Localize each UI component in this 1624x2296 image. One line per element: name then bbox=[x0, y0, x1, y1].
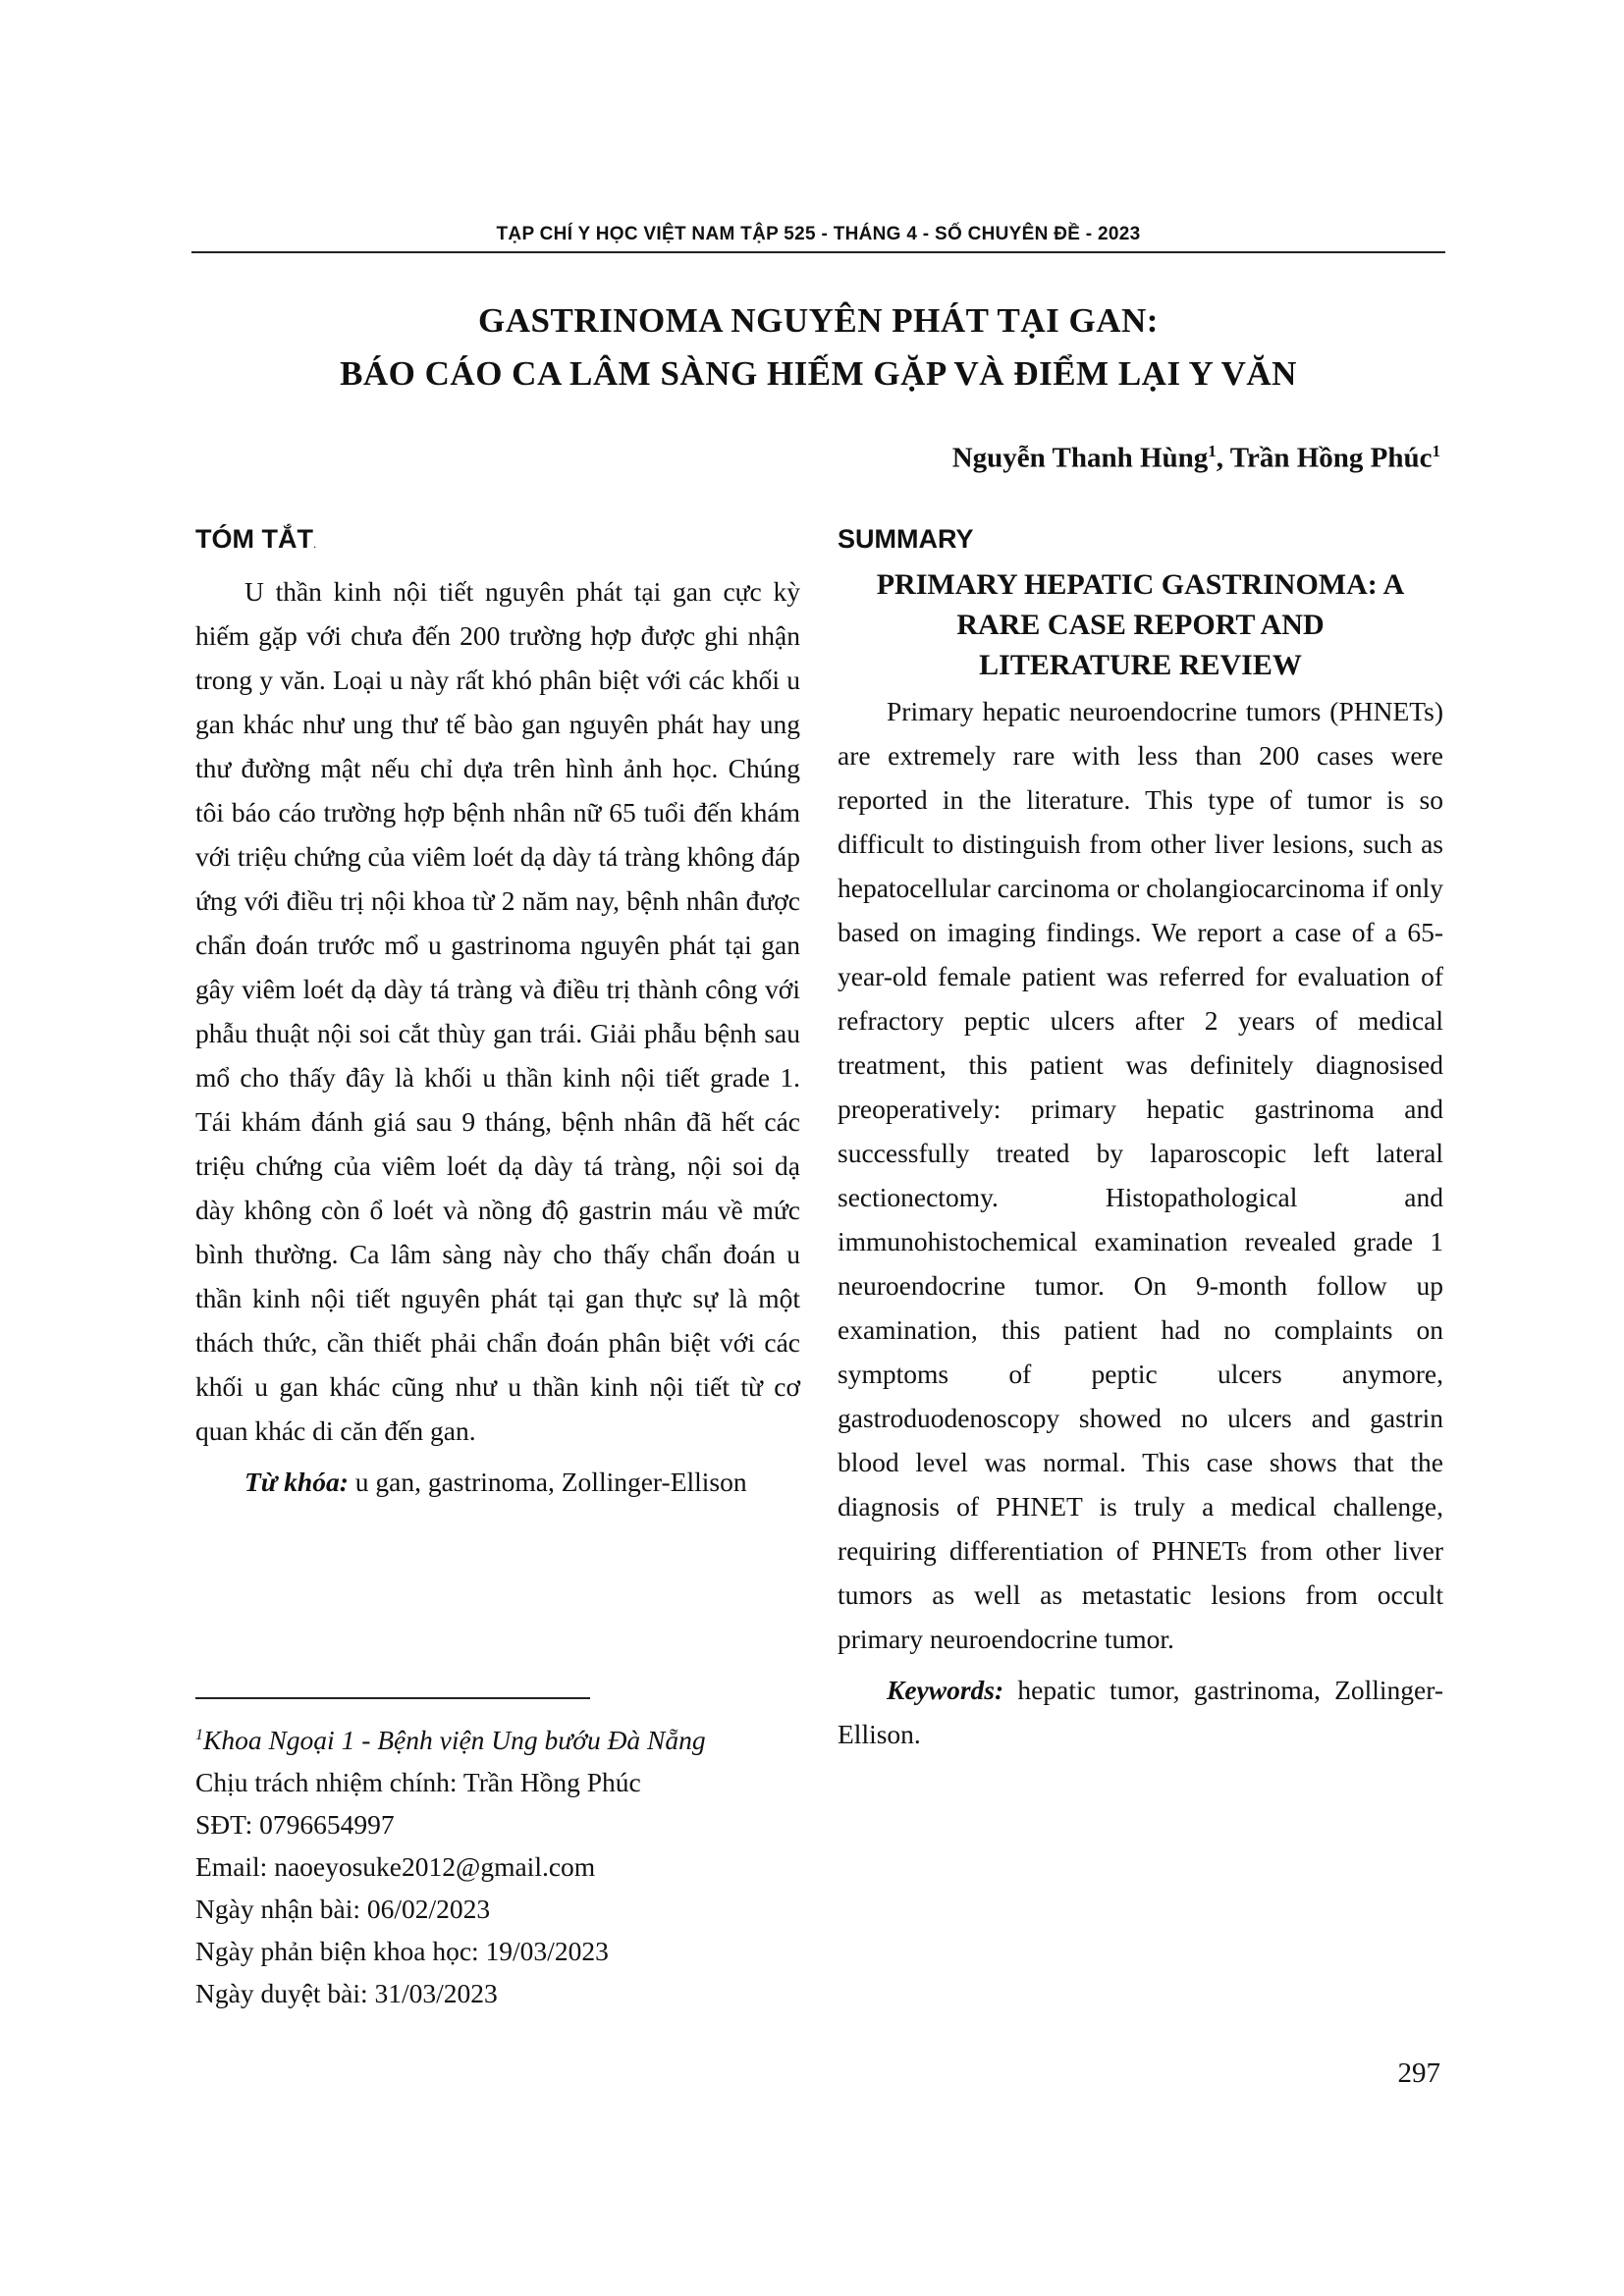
footnote-received-date: Ngày nhận bài: 06/02/2023 bbox=[195, 1894, 491, 1925]
page-number: 297 bbox=[1397, 2057, 1440, 2089]
section-heading-tom-tat bbox=[195, 520, 800, 562]
left-column-abstract-vietnamese bbox=[195, 520, 800, 1504]
footnote-reviewed-date: Ngày phản biện khoa học: 19/03/2023 bbox=[195, 1936, 609, 1967]
paper-title-vietnamese bbox=[191, 294, 1445, 400]
footnote-phone: SĐT: 0796654997 bbox=[195, 1809, 395, 1841]
keywords-label: Từ khóa: bbox=[244, 1467, 349, 1497]
paper-title-english bbox=[838, 564, 1443, 685]
footnote-email: Email: naoeyosuke2012@gmail.com bbox=[195, 1851, 596, 1883]
section-heading-summary: SUMMARY bbox=[838, 524, 974, 554]
title-en-line-2: RARE CASE REPORT AND bbox=[956, 609, 1325, 641]
title-en-line-1: PRIMARY HEPATIC GASTRINOMA: A bbox=[876, 568, 1405, 601]
keywords-label: Keywords: bbox=[887, 1675, 1004, 1705]
author-name: Trần Hồng Phúc bbox=[1229, 442, 1433, 474]
author-affiliation-mark: 1 bbox=[1432, 442, 1440, 460]
footnote-block bbox=[195, 1714, 706, 2014]
heading-text: TÓM TẮT bbox=[195, 524, 313, 554]
footnote-accepted-date: Ngày duyệt bài: 31/03/2023 bbox=[195, 1978, 498, 2009]
right-column-abstract-english bbox=[838, 520, 1443, 1756]
affiliation-text: Khoa Ngoại 1 - Bệnh viện Ung bướu Đà Nẵng bbox=[203, 1725, 706, 1756]
footnote-affiliation bbox=[195, 1714, 706, 1761]
footnote-rule bbox=[195, 1697, 590, 1699]
keywords-text: u gan, gastrinoma, Zollinger-Ellison bbox=[354, 1467, 747, 1497]
abstract-paragraph-vietnamese: U thần kinh nội tiết nguyên phát tại gan cực kỳ hiếm gặp với chưa đến 200 trường hợp được ghi nhận trong y văn. Loại u này rất khó phân biệt với các khối u gan khác như ung thư tế bào gan nguyên phát hay ung thư đường mật nếu chỉ dựa trên hình ảnh học. Chúng tôi báo cáo trường hợp bệnh nhân nữ 65 tuổi đến khám với triệu chứng của viêm loét dạ dày tá tràng không đáp ứng với điều trị nội khoa từ 2 năm nay, bệnh nhân được chẩn đoán trước mổ u gastrinoma nguyên phát tại gan gây viêm loét dạ dày tá tràng và điều trị thành công với phẫu thuật nội soi cắt thùy gan trái. Giải phẫu bệnh sau mổ cho thấy đây là khối u thần kinh nội tiết grade 1. Tái khám đánh giá sau 9 tháng, bệnh nhân đã hết các triệu chứng của viêm loét dạ dày tá tràng, nội soi dạ dày không còn ổ loét và nồng độ gastrin máu về mức bình thường. Ca lâm sàng này cho thấy chẩn đoán u thần kinh nội tiết nguyên phát tại gan thực sự là một thách thức, cần thiết phải chẩn đoán phân biệt với các khối u gan khác cũng như u thần kinh nội tiết từ cơ quan khác di căn đến gan. bbox=[195, 576, 800, 1446]
journal-running-header: TẠP CHÍ Y HỌC VIỆT NAM TẬP 525 - THÁNG 4 - SỐ CHUYÊN ĐỀ - 2023 bbox=[496, 224, 1141, 244]
heading-dot: . bbox=[312, 537, 317, 551]
title-line-2: BÁO CÁO CA LÂM SÀNG HIẾM GẶP VÀ ĐIỂM LẠI Y VĂN bbox=[340, 354, 1297, 393]
author-name: Nguyễn Thanh Hùng bbox=[951, 442, 1209, 474]
footnote-responsible-author: Chịu trách nhiệm chính: Trần Hồng Phúc bbox=[195, 1767, 641, 1798]
keywords-text: hepatic tumor, gastrinoma, Zollinger-Ellison. bbox=[838, 1675, 1444, 1749]
abstract-paragraph-english: Primary hepatic neuroendocrine tumors (PHNETs) are extremely rare with less than 200 cases were reported in the literature. This type of tumor is so difficult to distinguish from other liver lesions, such as hepatocellular carcinoma or cholangiocarcinoma if only based on imaging findings. We report a case of a 65-year-old female patient was referred for evaluation of refractory peptic ulcers after 2 years of medical treatment, this patient was definitely diagnosised preoperatively: primary hepatic gastrinoma and successfully treated by laparoscopic left lateral sectionectomy. Histopathological and immunohistochemical examination revealed grade 1 neuroendocrine tumor. On 9-month follow up examination, this patient had no complaints on symptoms of peptic ulcers anymore, gastroduodenoscopy showed no ulcers and gastrin blood level was normal. This case shows that the diagnosis of PHNET is truly a medical challenge, requiring differentiation of PHNETs from other liver tumors as well as metastatic lesions from occult primary neuroendocrine tumor. bbox=[838, 696, 1443, 1654]
header-rule bbox=[191, 251, 1445, 253]
title-en-line-3: LITERATURE REVIEW bbox=[979, 649, 1302, 681]
keywords-vietnamese bbox=[195, 1460, 800, 1504]
author-list bbox=[952, 442, 1440, 475]
author-separator: , bbox=[1216, 442, 1230, 474]
affiliation-mark: 1 bbox=[195, 1727, 203, 1743]
title-line-1: GASTRINOMA NGUYÊN PHÁT TẠI GAN: bbox=[478, 301, 1159, 340]
keywords-english bbox=[838, 1668, 1443, 1756]
author-affiliation-mark: 1 bbox=[1208, 442, 1217, 460]
